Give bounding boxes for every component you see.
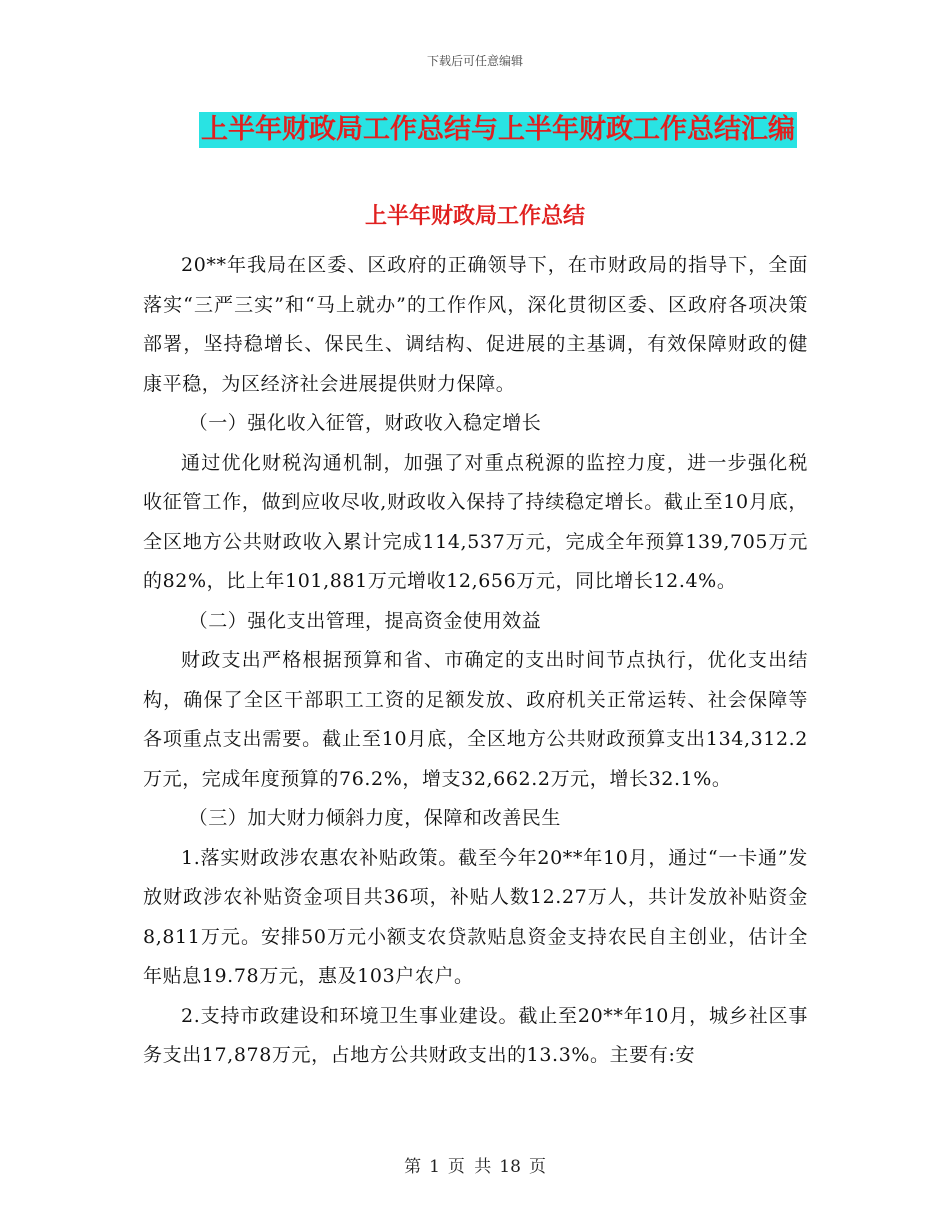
footer-suffix: 页 [528, 1157, 546, 1177]
paragraph-section-1: 通过优化财税沟通机制，加强了对重点税源的监控力度，进一步强化税收征管工作，做到应收尽收,财政收入保持了持续稳定增长。截止至10月底，全区地方公共财政收入累计完成114,537万元，完成全年预算139,705万元的82%，比上年101,881万元增收12,656万元，同比增长12.4%。 [143, 451, 808, 592]
main-title: 上半年财政局工作总结与上半年财政工作总结汇编 [199, 112, 797, 148]
section-heading-1: （一）强化收入征管，财政收入稳定增长 [188, 412, 542, 434]
paragraph-intro: 20**年我局在区委、区政府的正确领导下，在市财政局的指导下，全面落实“三严三实”和“马上就办”的工作作风，深化贯彻区委、区政府各项决策部署，坚持稳增长、保民生、调结构、促进展的主基调，有效保障财政的健康平稳，为区经济社会进展提供财力保障。 [143, 254, 808, 395]
page-total: 18 [499, 1157, 521, 1177]
page-number: 1 [429, 1157, 440, 1177]
main-title-container [0, 112, 950, 148]
paragraph-section-2: 财政支出严格根据预算和省、市确定的支出时间节点执行，优化支出结构，确保了全区干部职工工资的足额发放、政府机关正常运转、社会保障等各项重点支出需要。截止至10月底，全区地方公共财政预算支出134,312.2万元，完成年度预算的76.2%，增支32,662.2万元，增长32.1%。 [143, 649, 808, 790]
section-heading-2: （二）强化支出管理，提高资金使用效益 [188, 609, 542, 632]
footer-middle: 页 共 [447, 1157, 492, 1177]
paragraph-item-1: 1.落实财政涉农惠农补贴政策。截至今年20**年10月，通过“一卡通”发放财政涉农补贴资金项目共36项，补贴人数12.27万人，共计发放补贴资金8,811万元。安排50万元小额支农贷款贴息资金支持农民自主创业，估计全年贴息19.78万元，惠及103户农户。 [143, 846, 808, 987]
footer-prefix: 第 [404, 1157, 422, 1177]
header-note: 下载后可任意编辑 [426, 54, 523, 68]
page-footer [0, 1152, 950, 1177]
document-body [143, 246, 808, 1076]
section-heading-3: （三）加大财力倾斜力度，保障和改善民生 [188, 807, 561, 829]
paragraph-item-2: 2.支持市政建设和环境卫生事业建设。截止至20**年10月，城乡社区事务支出17,878万元，占地方公共财政支出的13.3%。主要有:安 [143, 1004, 808, 1066]
sub-title: 上半年财政局工作总结 [364, 204, 585, 229]
